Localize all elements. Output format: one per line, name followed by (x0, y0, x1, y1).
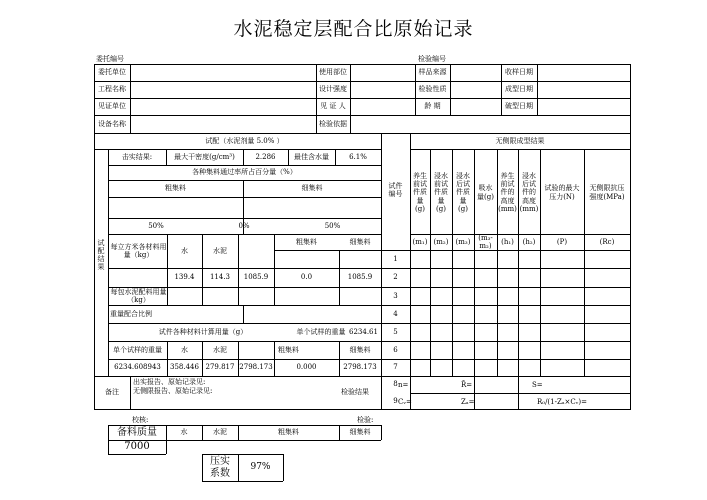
info-label-13: 设备名称 (98, 119, 126, 128)
row-no-9: 9 (393, 396, 398, 405)
info-label-10: 见 证 人 (320, 102, 346, 111)
max-density-label: 最大干密度(g/cm³) (174, 152, 235, 161)
col-p: 试验的最大压力(N) (544, 184, 580, 201)
water-header: 水 (181, 246, 188, 255)
compaction-label: 击实结果: (121, 152, 153, 161)
sym-m2: (m₂) (433, 237, 449, 246)
single-fine-header: 细集料 (349, 345, 371, 354)
info-label-11: 龄 期 (424, 102, 441, 111)
optimum-water-label: 最佳含水量 (294, 152, 329, 161)
optimum-water-value: 6.1% (349, 152, 367, 161)
tester-label: 检验: (357, 416, 374, 424)
compaction-coef-value: 97% (250, 462, 271, 473)
coarse-header: 粗集料 (165, 184, 186, 193)
row-no-6: 6 (393, 345, 398, 354)
single-cement: 279.817 (205, 363, 235, 372)
col-m1: 养生前试件质量(g) (413, 172, 427, 213)
za-label: Zₐ= (461, 398, 475, 406)
bottom-value: 7000 (124, 441, 150, 453)
sym-absorb: (m₃-m₂) (478, 234, 493, 250)
info-label-5: 工程名称 (98, 85, 126, 94)
formula-label: R₀/(1-Zₐ×Cᵥ)= (537, 398, 587, 406)
row-no-8: 8 (393, 380, 398, 389)
remark-label: 备注 (105, 388, 119, 397)
row-no-7: 7 (393, 363, 398, 372)
max-density-value: 2.286 (255, 152, 276, 161)
test-no-label: 检验编号 (418, 55, 446, 63)
col-h2: 浸水后试件的高度(mm) (519, 172, 539, 213)
info-label-14: 检验依据 (319, 119, 347, 128)
per-m3-fine: 1085.9 (347, 273, 373, 282)
n-label: n= (398, 381, 409, 389)
single-row-label: 单个试样的重量 (113, 345, 162, 354)
info-label-12: 破型日期 (505, 102, 533, 111)
specimen-no: 试件编号 (388, 181, 403, 198)
entrust-no-label: 委托编号 (96, 55, 124, 63)
sym-m1: (m₁) (412, 237, 428, 246)
row-no-5: 5 (393, 327, 398, 336)
per-m3-cement: 114.3 (209, 273, 231, 282)
per-m3-water: 139.4 (174, 273, 195, 282)
trial-title: 试配（水泥剂量 5.0% ） (205, 136, 284, 145)
bottom-coarse: 粗集料 (278, 428, 299, 437)
per-m3-coarse: 1085.9 (243, 273, 269, 282)
info-label-6: 设计强度 (319, 85, 347, 94)
ratio-label: 重量配合比例 (110, 309, 152, 318)
info-label-3: 样品来源 (418, 68, 447, 77)
bottom-cement: 水泥 (213, 428, 227, 437)
row-no-2: 2 (393, 273, 398, 282)
fine-sub-header: 细集料 (349, 237, 371, 246)
single-total: 6234.608943 (114, 363, 161, 372)
gradation-title: 各种集料通过率所占百分量（%） (192, 168, 297, 177)
bottom-fine: 细集料 (349, 428, 371, 437)
bottom-water: 水 (180, 428, 188, 437)
row-no-3: 3 (393, 291, 398, 300)
info-label-9: 见证单位 (98, 102, 126, 111)
sym-h1: (h₁) (501, 237, 514, 246)
info-label-7: 检验性质 (418, 85, 447, 94)
cement-header: 水泥 (213, 246, 227, 255)
page-title: 水泥稳定层配合比原始记录 (233, 18, 474, 40)
single-coarse: 2798.173 (239, 363, 273, 372)
single-water: 358.446 (170, 363, 199, 372)
sym-p: (P) (556, 237, 568, 246)
pct-1: 50% (148, 221, 164, 230)
single-fine: 2798.173 (343, 363, 377, 372)
fine-header: 细集料 (301, 184, 323, 193)
pct-2: 0% (238, 221, 250, 230)
result-title: 无侧限成型结果 (495, 136, 545, 145)
col-absorb: 吸水量(g) (477, 184, 494, 201)
per-m3-coarse2: 0.0 (300, 273, 313, 282)
info-label-4: 收样日期 (505, 68, 533, 77)
col-m3: 浸水后试件质量(g) (456, 172, 470, 213)
check-label: 检验结果 (341, 388, 369, 397)
info-label-2: 使用部位 (319, 68, 347, 77)
bottom-label: 备料质量 (117, 426, 157, 438)
single-weight-label: 单个试样的重量 (296, 327, 346, 336)
checker-label: 校核: (132, 416, 149, 424)
row-no-4: 4 (393, 309, 398, 318)
per-m3-label: 每立方米各材料用量（kg） (110, 242, 167, 259)
single-cement-header: 水泥 (213, 345, 227, 354)
compaction-coef-label: 压实系数 (210, 456, 230, 479)
single-water-header: 水 (181, 345, 188, 354)
sym-m3: (m₃) (455, 237, 471, 246)
single-coarse-header: 粗集料 (278, 345, 299, 354)
sym-h2: (h₂) (522, 237, 536, 246)
each-calc-label: 试件各种材料计算用量（g） (158, 327, 248, 336)
single-weight-value: 6234.61 (349, 327, 378, 336)
sym-rc: (Rc) (599, 237, 615, 246)
s-label: S= (532, 381, 543, 389)
remark-line-1: 出实报告、原始记录见: (133, 378, 206, 386)
row-no-1: 1 (393, 254, 398, 263)
side-label: 试配结果 (97, 239, 106, 271)
per-bag-label: 每包水泥配料用量（kg） (110, 287, 167, 304)
col-m2: 浸水前试件质量(g) (434, 172, 448, 213)
coarse-sub-header: 粗集料 (296, 237, 317, 246)
remark-line-2: 无侧限报告、原始记录见: (133, 387, 213, 395)
col-rc: 无侧限抗压强度(MPa) (589, 184, 625, 201)
info-label-8: 成型日期 (505, 85, 533, 94)
pct-3: 50% (324, 221, 341, 230)
info-label-1: 委托单位 (98, 68, 126, 77)
cv-label: Cᵥ= (398, 398, 412, 406)
rbar-label: R̄= (461, 381, 473, 389)
col-h1: 养生前试件的高度(mm) (498, 172, 517, 213)
single-coarse2: 0.000 (296, 363, 317, 372)
